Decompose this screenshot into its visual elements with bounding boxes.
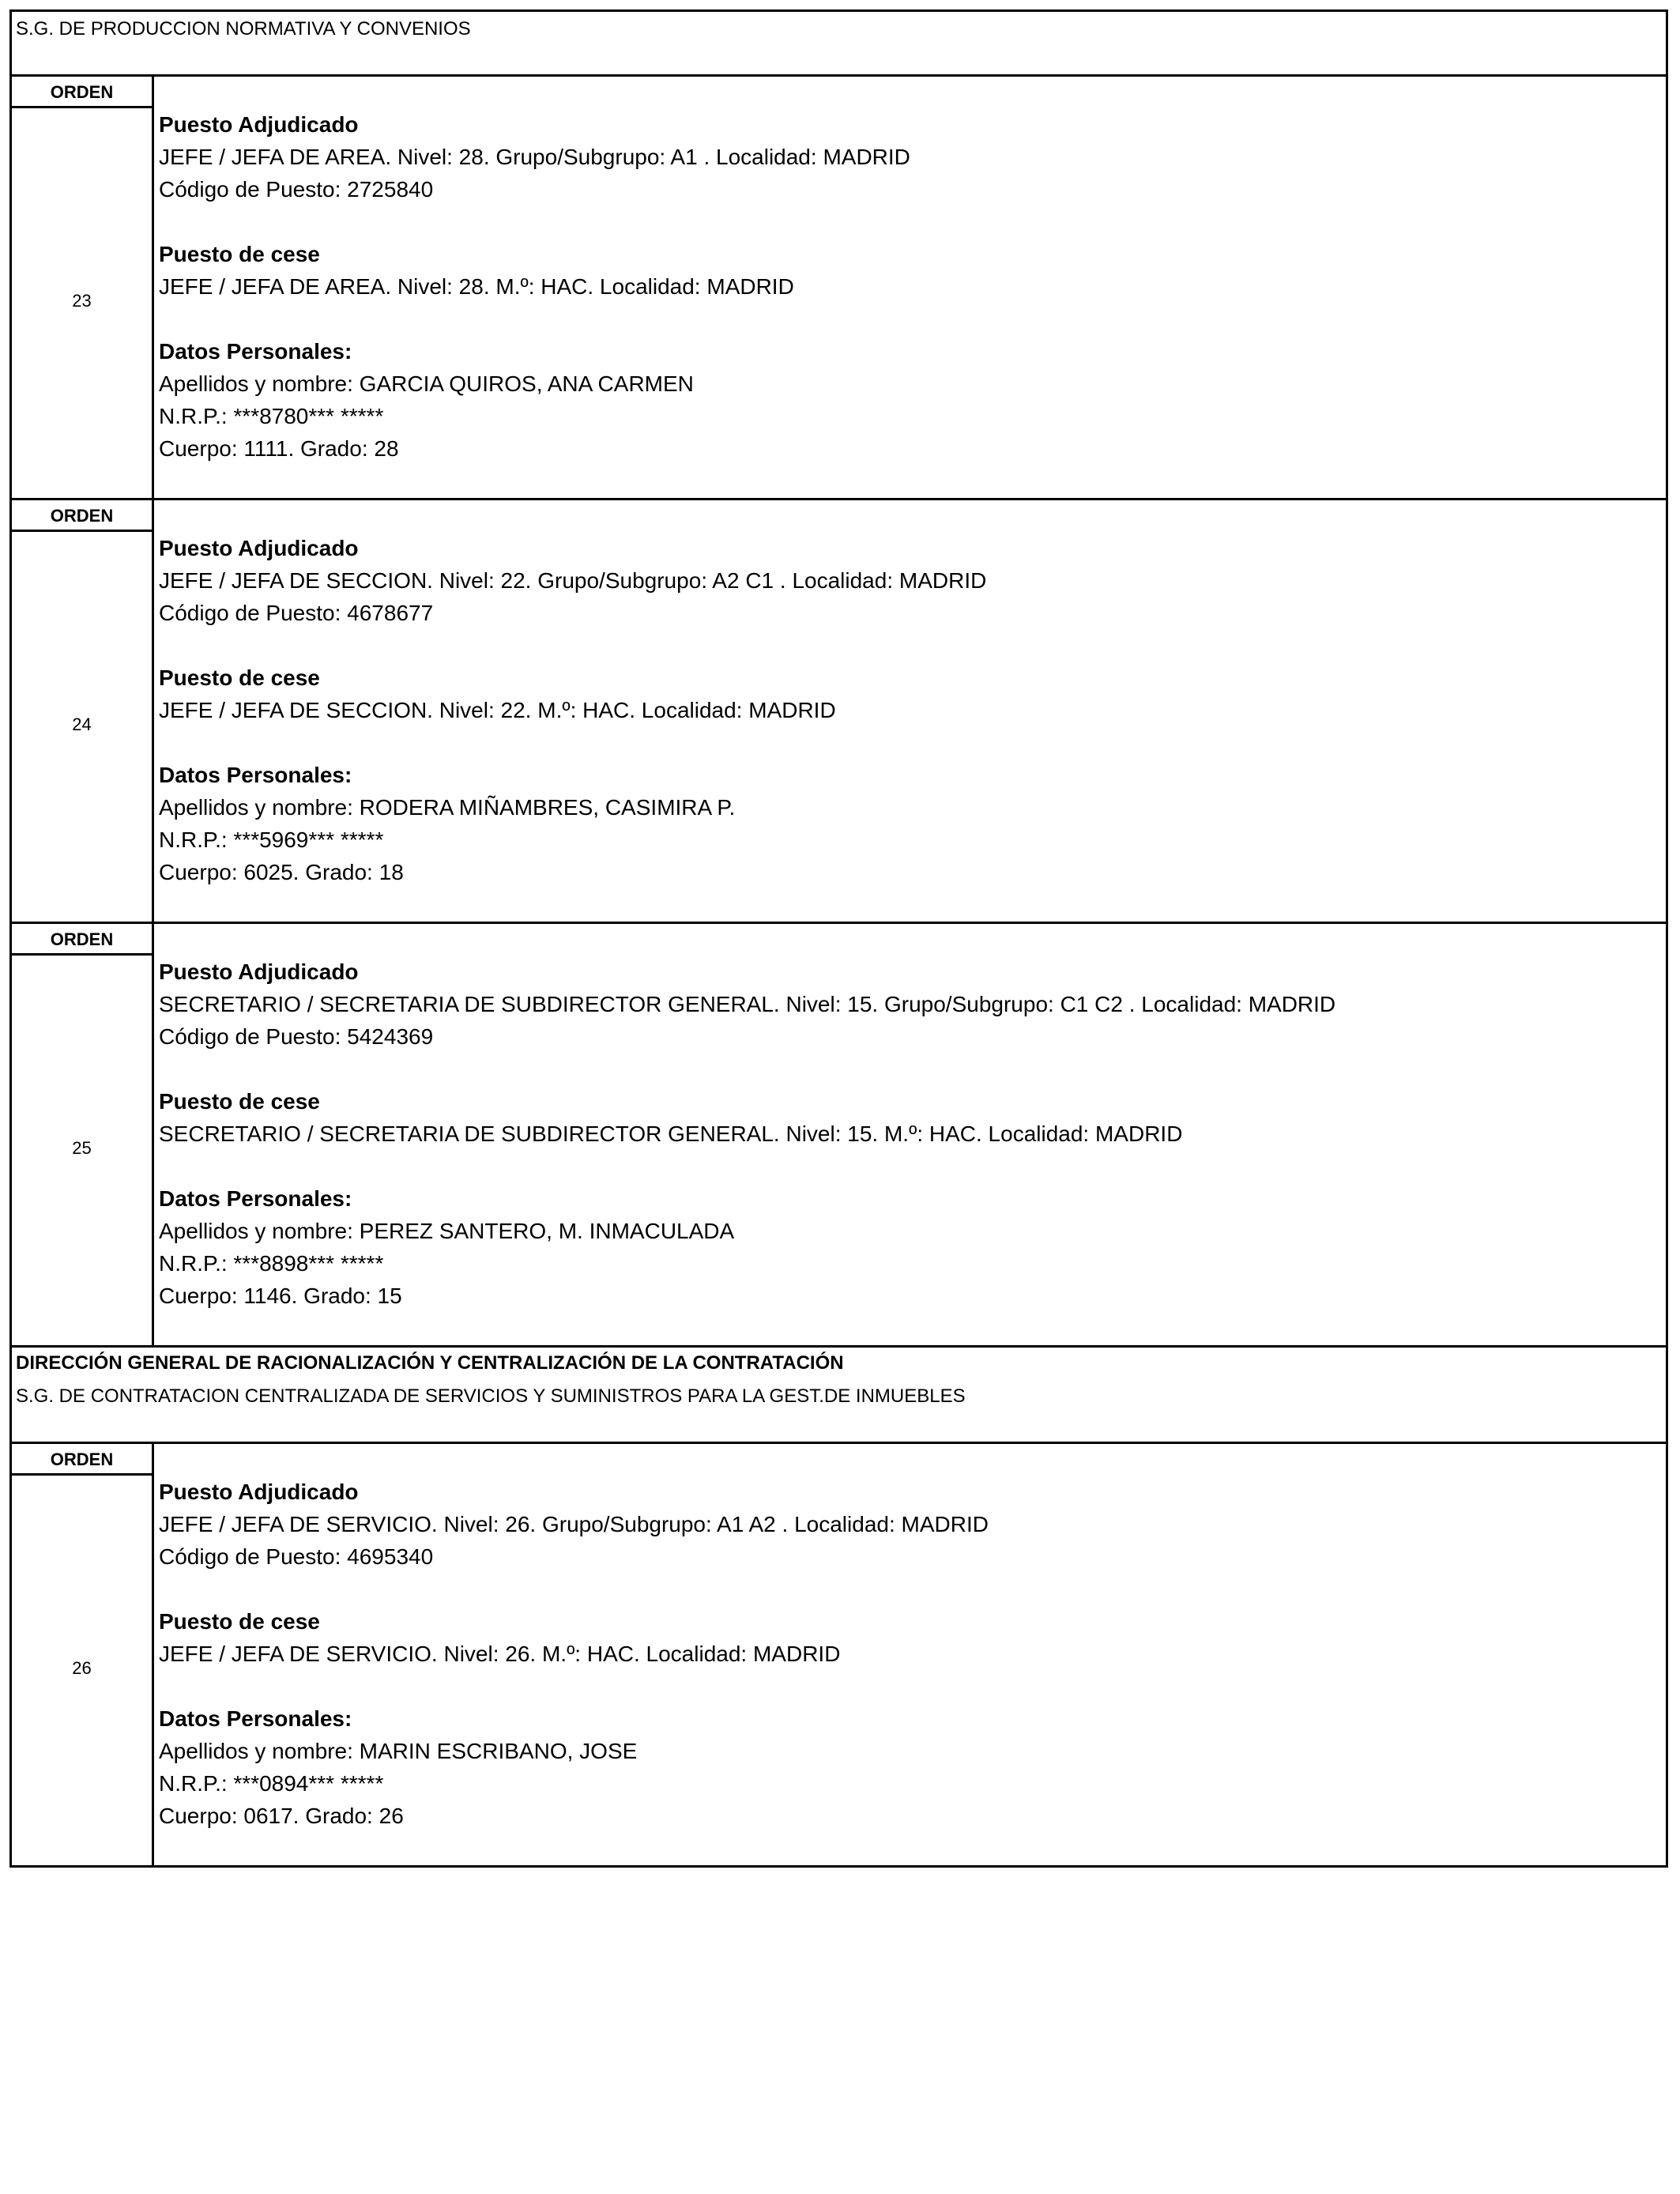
adjudicado-heading: Puesto Adjudicado — [159, 536, 359, 560]
nrp: N.R.P.: ***8780*** ***** — [159, 404, 384, 428]
cuerpo-grado: Cuerpo: 6025. Grado: 18 — [159, 860, 404, 884]
adjudicado-heading: Puesto Adjudicado — [159, 112, 359, 137]
apellidos-nombre: Apellidos y nombre: MARIN ESCRIBANO, JOSE — [159, 1739, 638, 1763]
orden-number: 23 — [72, 290, 92, 311]
datos-heading: Datos Personales: — [159, 339, 352, 364]
codigo-puesto: Código de Puesto: 2725840 — [159, 177, 434, 202]
cese-puesto: JEFE / JEFA DE SECCION. Nivel: 22. M.º: HAC. Localidad: MADRID — [159, 698, 836, 722]
entry-details — [154, 500, 1666, 922]
codigo-puesto: Código de Puesto: 4695340 — [159, 1544, 434, 1569]
section-header — [12, 12, 1666, 77]
entry-details — [154, 924, 1666, 1345]
datos-heading: Datos Personales: — [159, 1186, 352, 1211]
direccion-general-title: DIRECCIÓN GENERAL DE RACIONALIZACIÓN Y CENTRALIZACIÓN DE LA CONTRATACIÓN — [16, 1352, 844, 1374]
orden-column — [12, 500, 154, 922]
adjudicado-heading: Puesto Adjudicado — [159, 959, 359, 984]
orden-number: 26 — [72, 1657, 92, 1678]
cese-puesto: SECRETARIO / SECRETARIA DE SUBDIRECTOR GENERAL. Nivel: 15. M.º: HAC. Localidad: MADRID — [159, 1122, 1183, 1146]
codigo-puesto: Código de Puesto: 5424369 — [159, 1024, 434, 1049]
orden-label: ORDEN — [12, 924, 152, 956]
cese-puesto: JEFE / JEFA DE SERVICIO. Nivel: 26. M.º: HAC. Localidad: MADRID — [159, 1642, 841, 1666]
cuerpo-grado: Cuerpo: 1111. Grado: 28 — [159, 436, 399, 461]
entry-row — [12, 500, 1666, 924]
entry-row — [12, 924, 1666, 1348]
entry-details — [154, 1444, 1666, 1865]
orden-column — [12, 924, 154, 1345]
section-header — [12, 1348, 1666, 1444]
apellidos-nombre: Apellidos y nombre: GARCIA QUIROS, ANA CARMEN — [159, 371, 694, 396]
document-table — [9, 9, 1668, 1868]
datos-heading: Datos Personales: — [159, 1706, 352, 1731]
cese-heading: Puesto de cese — [159, 242, 320, 266]
subdireccion-title: S.G. DE PRODUCCION NORMATIVA Y CONVENIOS — [16, 18, 471, 40]
orden-label: ORDEN — [12, 77, 152, 108]
adjudicado-puesto: JEFE / JEFA DE SECCION. Nivel: 22. Grupo/Subgrupo: A2 C1 . Localidad: MADRID — [159, 568, 987, 593]
orden-column — [12, 1444, 154, 1865]
cese-heading: Puesto de cese — [159, 665, 320, 690]
entry-row — [12, 1444, 1666, 1865]
adjudicado-puesto: JEFE / JEFA DE SERVICIO. Nivel: 26. Grupo/Subgrupo: A1 A2 . Localidad: MADRID — [159, 1512, 989, 1536]
subdireccion-title: S.G. DE CONTRATACION CENTRALIZADA DE SERVICIOS Y SUMINISTROS PARA LA GEST.DE INMUEBLES — [16, 1385, 966, 1407]
cuerpo-grado: Cuerpo: 1146. Grado: 15 — [159, 1284, 402, 1308]
cese-heading: Puesto de cese — [159, 1609, 320, 1634]
adjudicado-puesto: SECRETARIO / SECRETARIA DE SUBDIRECTOR GENERAL. Nivel: 15. Grupo/Subgrupo: C1 C2 . Localidad: MADRID — [159, 992, 1336, 1016]
nrp: N.R.P.: ***0894*** ***** — [159, 1771, 384, 1796]
nrp: N.R.P.: ***8898*** ***** — [159, 1251, 384, 1276]
nrp: N.R.P.: ***5969*** ***** — [159, 827, 384, 852]
cese-heading: Puesto de cese — [159, 1089, 320, 1114]
orden-column — [12, 77, 154, 498]
orden-label: ORDEN — [12, 1444, 152, 1476]
orden-number: 24 — [72, 714, 92, 734]
cese-puesto: JEFE / JEFA DE AREA. Nivel: 28. M.º: HAC. Localidad: MADRID — [159, 274, 794, 299]
apellidos-nombre: Apellidos y nombre: PEREZ SANTERO, M. INMACULADA — [159, 1219, 735, 1243]
datos-heading: Datos Personales: — [159, 763, 352, 787]
apellidos-nombre: Apellidos y nombre: RODERA MIÑAMBRES, CASIMIRA P. — [159, 795, 736, 820]
codigo-puesto: Código de Puesto: 4678677 — [159, 601, 434, 625]
adjudicado-puesto: JEFE / JEFA DE AREA. Nivel: 28. Grupo/Subgrupo: A1 . Localidad: MADRID — [159, 145, 910, 169]
entry-details — [154, 77, 1666, 498]
orden-label: ORDEN — [12, 500, 152, 532]
cuerpo-grado: Cuerpo: 0617. Grado: 26 — [159, 1804, 404, 1828]
orden-number: 25 — [72, 1137, 92, 1158]
adjudicado-heading: Puesto Adjudicado — [159, 1480, 359, 1504]
entry-row — [12, 77, 1666, 500]
